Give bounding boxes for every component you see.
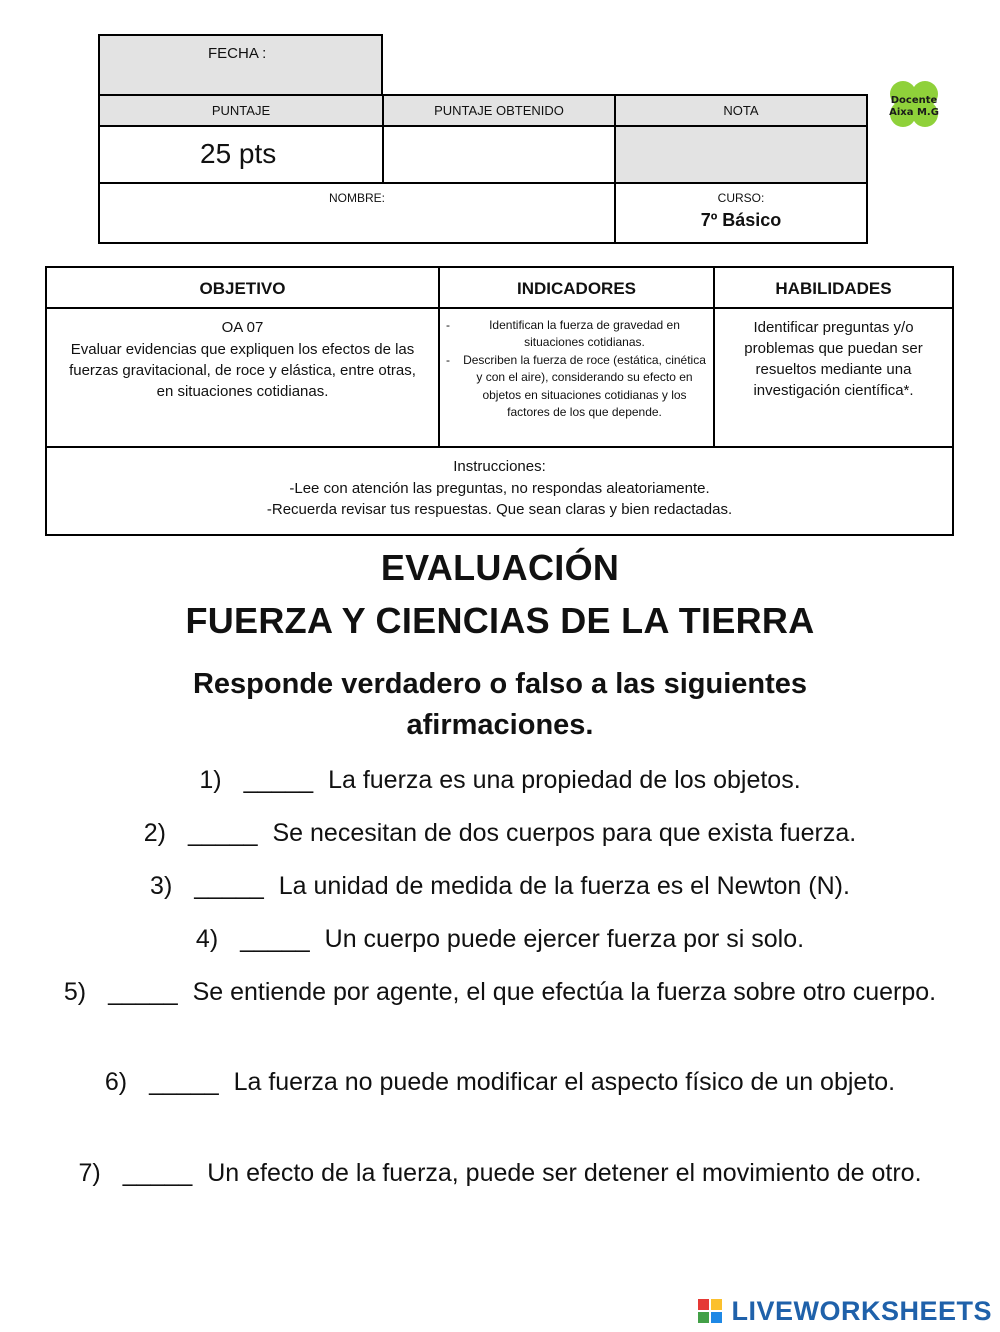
curso-cell	[614, 182, 868, 244]
habilidades-header-label: HABILIDADES	[775, 279, 892, 298]
curso-value: 7º Básico	[700, 210, 782, 230]
question-number: 4)	[195, 925, 219, 953]
question-text: Un cuerpo puede ejercer fuerza por si solo.	[324, 925, 805, 953]
liveworksheets-logo-icon	[698, 1299, 722, 1323]
page-subtitle: FUERZA Y CIENCIAS DE LA TIERRA	[185, 600, 815, 641]
indicador-item: - Describen la fuerza de roce (estática, cinética y con el aire), considerando su efecto en objetos en situaciones cotidianas y los factores de los que depende.	[440, 352, 713, 422]
nota-header-cell	[614, 94, 868, 127]
indicadores-list	[440, 317, 713, 421]
nombre-label: NOMBRE:	[328, 191, 385, 205]
puntaje-obtenido-label: PUNTAJE OBTENIDO	[434, 103, 564, 118]
nota-label: NOTA	[723, 103, 759, 118]
puntaje-header-cell	[98, 94, 384, 127]
habilidades-cell	[713, 307, 954, 448]
question-text: Se necesitan de dos cuerpos para que exista fuerza.	[272, 819, 857, 847]
question-text: La fuerza no puede modificar el aspecto físico de un objeto.	[233, 1068, 896, 1096]
puntaje-obtenido-header-cell	[382, 94, 616, 127]
answer-blank[interactable]: _____	[188, 819, 258, 847]
question-item	[60, 815, 940, 851]
question-item	[60, 1155, 940, 1191]
question-number: 1)	[199, 766, 222, 794]
answer-blank[interactable]: _____	[108, 978, 178, 1006]
question-item	[60, 762, 940, 798]
puntaje-value-cell	[98, 125, 384, 184]
instruction-heading: Responde verdadero o falso a las siguientes afirmaciones.	[192, 668, 808, 742]
objetivo-header	[45, 266, 440, 309]
question-text: Un efecto de la fuerza, puede ser detener el movimiento de otro.	[207, 1159, 922, 1187]
question-number: 7)	[78, 1159, 101, 1187]
question-item	[60, 974, 940, 1010]
nombre-cell[interactable]	[98, 182, 616, 244]
fecha-label: FECHA :	[208, 45, 267, 62]
instrucciones-title: Instrucciones:	[453, 458, 546, 475]
answer-blank[interactable]: _____	[122, 1159, 193, 1187]
answer-blank[interactable]: _____	[240, 925, 310, 953]
question-item	[60, 921, 940, 957]
objetivo-code: OA 07	[221, 319, 264, 336]
puntaje-label: PUNTAJE	[211, 103, 271, 118]
question-item	[60, 868, 940, 904]
instrucciones-cell	[45, 446, 954, 536]
question-number: 3)	[150, 872, 173, 900]
answer-blank[interactable]: _____	[243, 766, 314, 794]
badge-line2: Aixa M.G	[889, 107, 939, 118]
puntaje-obtenido-input[interactable]	[382, 125, 616, 184]
question-number: 5)	[63, 978, 87, 1006]
indicador-item: - Identifican la fuerza de gravedad en situaciones cotidianas.	[440, 317, 713, 352]
curso-label: CURSO:	[717, 191, 765, 205]
question-number: 2)	[143, 819, 167, 847]
indicadores-cell	[438, 307, 715, 448]
habilidades-text: Identificar preguntas y/o problemas que puedan ser resueltos mediante una investigación científica*.	[744, 319, 923, 399]
question-text: La fuerza es una propiedad de los objetos.	[328, 766, 801, 794]
nota-input[interactable]	[614, 125, 868, 184]
puntaje-value: 25 pts	[200, 138, 277, 169]
fecha-cell	[98, 34, 383, 96]
question-text: Se entiende por agente, el que efectúa la fuerza sobre otro cuerpo.	[192, 978, 937, 1006]
indicadores-header-label: INDICADORES	[516, 279, 636, 298]
question-item	[60, 1064, 940, 1100]
objetivo-header-label: OBJETIVO	[199, 279, 286, 298]
badge-line1: Docente	[890, 95, 938, 106]
habilidades-header	[713, 266, 954, 309]
question-number: 6)	[104, 1068, 128, 1096]
instrucciones-line: -Recuerda revisar tus respuestas. Que sean claras y bien redactadas.	[266, 501, 733, 518]
page-title: EVALUACIÓN	[380, 547, 620, 588]
answer-blank[interactable]: _____	[194, 872, 264, 900]
question-text: La unidad de medida de la fuerza es el Newton (N).	[278, 872, 850, 900]
objetivo-cell	[45, 307, 440, 448]
liveworksheets-brand[interactable]: LIVEWORKSHEETS	[731, 1296, 992, 1326]
indicadores-header	[438, 266, 715, 309]
answer-blank[interactable]: _____	[149, 1068, 219, 1096]
objetivo-text: Evaluar evidencias que expliquen los efectos de las fuerzas gravitacional, de roce y elástica, entre otras, en situaciones cotidianas.	[69, 341, 416, 400]
docente-badge-icon	[883, 76, 945, 134]
instrucciones-line: -Lee con atención las preguntas, no respondas aleatoriamente.	[289, 480, 710, 497]
